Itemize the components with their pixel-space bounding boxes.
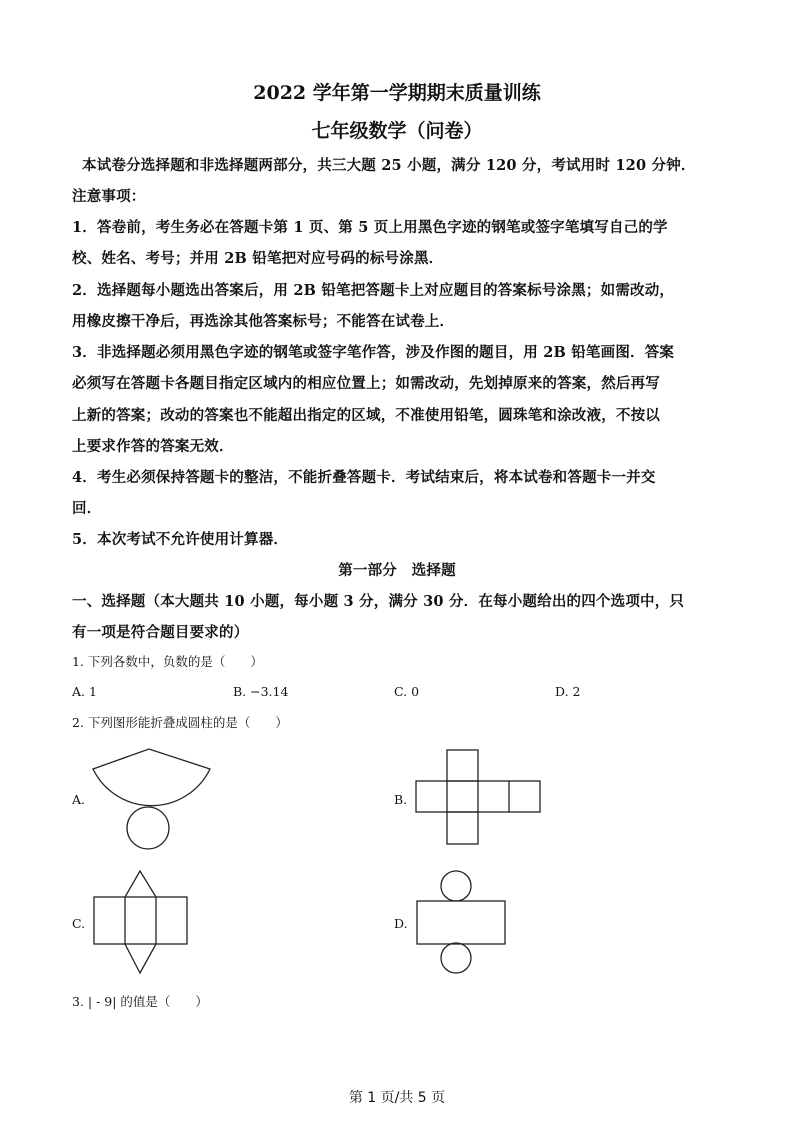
exam-intro: 本试卷分选择题和非选择题两部分，共三大题 25 小题，满分 120 分，考试用时 120 分钟．	[82, 157, 696, 174]
figure-d-cylinder-net	[414, 868, 514, 978]
notice-line: 回．	[72, 500, 102, 517]
question-1-option-b[interactable]: B. −3.14	[233, 684, 289, 699]
question-2-label-a[interactable]: A.	[72, 792, 86, 807]
question-2-label-d[interactable]: D.	[394, 916, 408, 931]
notice-line: 1．答卷前，考生务必在答题卡第 1 页、第 5 页上用黑色字迹的钢笔或签字笔填写自己的学	[72, 219, 668, 236]
notice-line: 校、姓名、考号；并用 2B 铅笔把对应号码的标号涂黑．	[72, 250, 444, 267]
exam-title: 2022 学年第一学期期末质量训练	[253, 82, 541, 104]
question-3-stem: 3. | - 9| 的值是（ ）	[72, 994, 208, 1009]
question-1-option-c[interactable]: C. 0	[394, 684, 420, 699]
notice-heading: 注意事项：	[72, 188, 146, 205]
section-heading: 一、选择题（本大题共 10 小题，每小题 3 分，满分 30 分．在每小题给出的四个选项中，只	[72, 593, 685, 610]
question-2-stem: 2. 下列图形能折叠成圆柱的是（ ）	[72, 715, 288, 730]
question-1-option-a[interactable]: A. 1	[72, 684, 97, 699]
notice-line: 4．考生必须保持答题卡的整洁，不能折叠答题卡．考试结束后，将本试卷和答题卡一并交	[72, 469, 656, 486]
figure-a-sector-and-circle	[88, 742, 218, 854]
notice-line: 5．本次考试不允许使用计算器．	[72, 531, 289, 548]
section-heading-cont: 有一项是符合题目要求的）	[72, 624, 249, 641]
page-footer: 第 1 页/共 5 页	[348, 1090, 446, 1106]
notice-line: 必须写在答题卡各题目指定区域内的相应位置上；如需改动，先划掉原来的答案，然后再写	[72, 375, 660, 392]
notice-line: 3．非选择题必须用黑色字迹的钢笔或签字笔作答，涉及作图的题目，用 2B 铅笔画图．答案	[72, 344, 675, 361]
notice-line: 2．选择题每小题选出答案后，用 2B 铅笔把答题卡上对应题目的答案标号涂黑；如需改动，	[72, 282, 675, 299]
question-1-option-d[interactable]: D. 2	[555, 684, 581, 699]
notice-line: 上要求作答的答案无效．	[72, 438, 234, 455]
figure-c-prism-net	[90, 868, 190, 978]
notice-line: 上新的答案；改动的答案也不能超出指定的区域，不准使用铅笔，圆珠笔和涂改液，不按以	[72, 407, 660, 424]
question-2-label-b[interactable]: B.	[394, 792, 408, 807]
notice-line: 用橡皮擦干净后，再选涂其他答案标号；不能答在试卷上．	[72, 313, 455, 330]
question-1-stem: 1. 下列各数中，负数的是（ ）	[72, 654, 263, 669]
figure-b-cube-net	[414, 748, 544, 848]
question-2-label-c[interactable]: C.	[72, 916, 86, 931]
exam-subtitle: 七年级数学（问卷）	[311, 120, 483, 142]
part-title: 第一部分 选择题	[338, 562, 456, 579]
